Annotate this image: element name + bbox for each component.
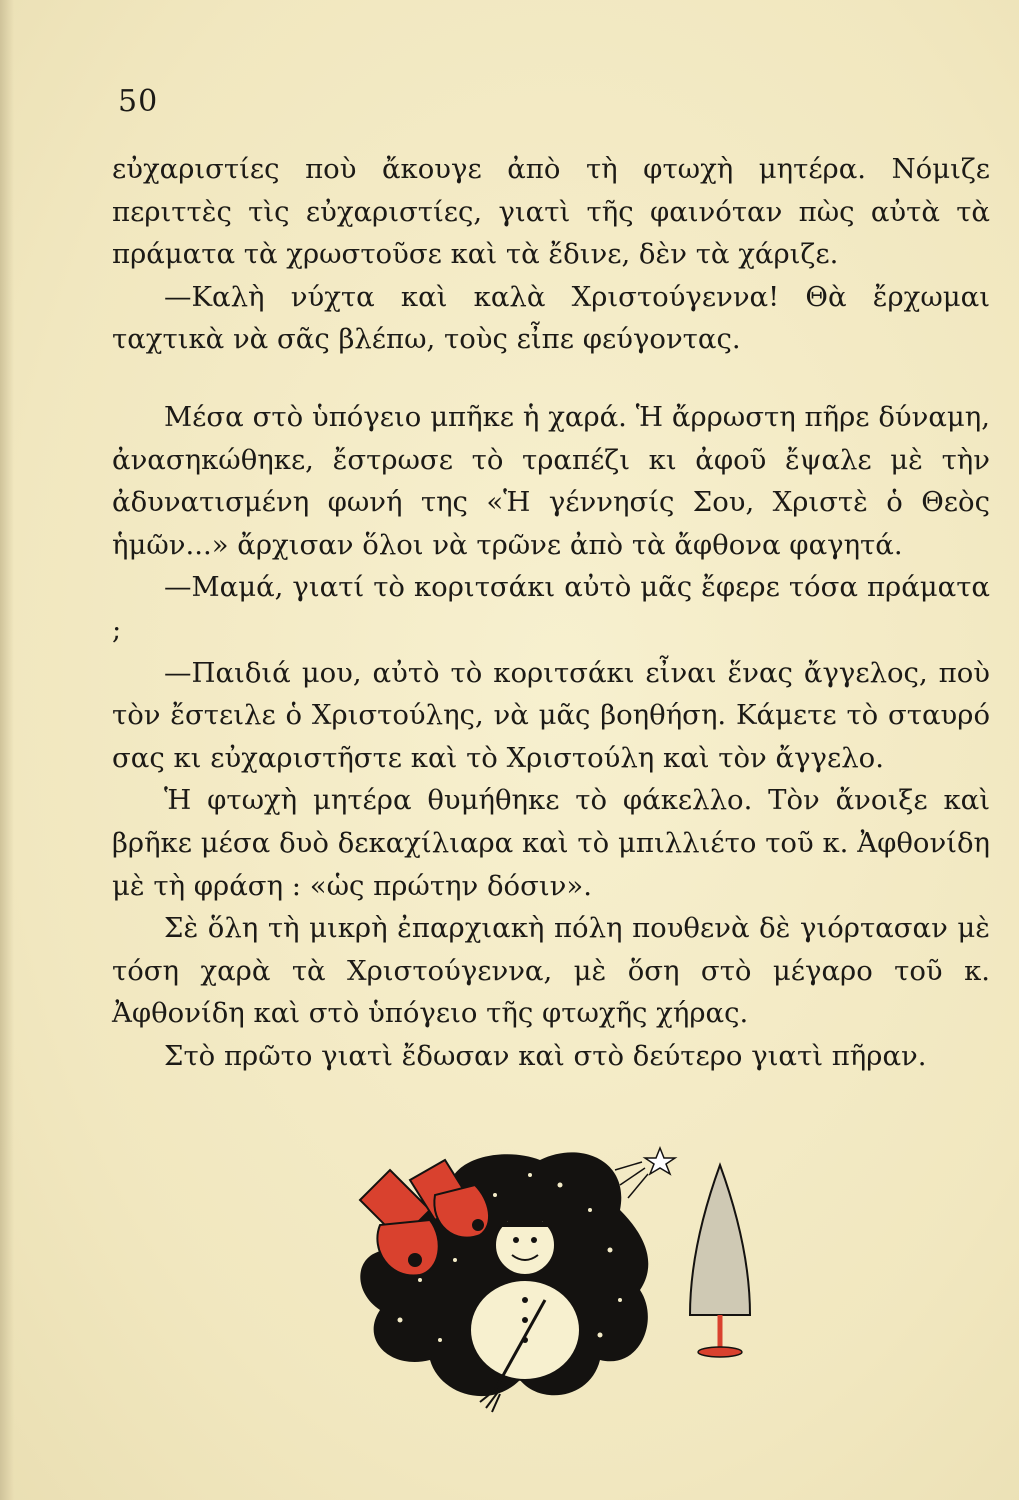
paragraph-joy-in-basement: Μέσα στὸ ὑπόγειο μπῆκε ἡ χαρά. Ἡ ἄρρωστη πῆρε δύναμη, ἀνασηκώθηκε, ἔστρωσε τὸ τραπέζι κι ἀφοῦ ἔψαλε μὲ τὴν ἀδυνατισμένη φωνή της «Ἡ γέννησίς Σου, Χριστὲ ὁ Θεὸς ἡμῶν...» ἄρχισαν ὅλοι νὰ τρῶνε ἀπὸ τὰ ἄφθονα φαγητά.	[112, 400, 990, 561]
paragraph-dialogue-goodnight: —Καλὴ νύχτα καὶ καλὰ Χριστούγεννα! Θὰ ἔρχωμαι ταχτικὰ νὰ σᾶς βλέπω, τοὺς εἶπε φεύγοντας.	[112, 280, 990, 356]
paragraph-mother-answer: —Παιδιά μου, αὐτὸ τὸ κοριτσάκι εἶναι ἕνας ἄγγελος, ποὺ τὸν ἔστειλε ὁ Χριστούλης, νὰ μᾶς βοηθήση. Κάμετε τὸ σταυρό σας κι εὐχαριστῆστε καὶ τὸ Χριστούλη καὶ τὸν ἄγγελο.	[112, 656, 990, 774]
christmas-tree-icon	[690, 1165, 750, 1357]
body-text	[112, 148, 990, 1077]
paragraph-child-question: —Μαμά, γιατί τὸ κοριτσάκι αὐτὸ μᾶς ἔφερε τόσα πράματα ;	[112, 571, 990, 646]
paragraph-town-celebration: Σὲ ὅλη τὴ μικρὴ ἐπαρχιακὴ πόλη πουθενὰ δὲ γιόρτασαν μὲ τόση χαρὰ τὰ Χριστούγεννα, μὲ ὅση στὸ μέγαρο τοῦ κ. Ἀφθονίδη καὶ στὸ ὑπόγειο τῆς φτωχῆς χήρας.	[112, 912, 990, 1030]
paragraph-continuation: εὐχαριστίες ποὺ ἄκουγε ἀπὸ τὴ φτωχὴ μητέρα. Νόμιζε περιττὲς τὶς εὐχαριστίες, γιατὶ τῆς φαινόταν πὼς αὐτὰ τὰ πράματα τὰ χρωστοῦσε καὶ τὰ ἔδινε, δὲν τὰ χάριζε.	[112, 153, 990, 271]
star-icon	[615, 1148, 675, 1198]
paragraph-closing: Στὸ πρῶτο γιατὶ ἔδωσαν καὶ στὸ δεύτερο γιατὶ πῆραν.	[164, 1039, 927, 1072]
page-binding-shadow	[0, 0, 14, 1500]
paragraph-envelope: Ἡ φτωχὴ μητέρα θυμήθηκε τὸ φάκελλο. Τὸν ἄνοιξε καὶ βρῆκε μέσα δυὸ δεκαχίλιαρα καὶ τὸ μπιλλιέτο τοῦ κ. Ἀφθονίδη μὲ τὴ φράση : «ὡς πρώτην δόσιν».	[112, 784, 990, 902]
christmas-vignette-illustration	[320, 1140, 760, 1420]
page-number: 50	[118, 84, 159, 119]
